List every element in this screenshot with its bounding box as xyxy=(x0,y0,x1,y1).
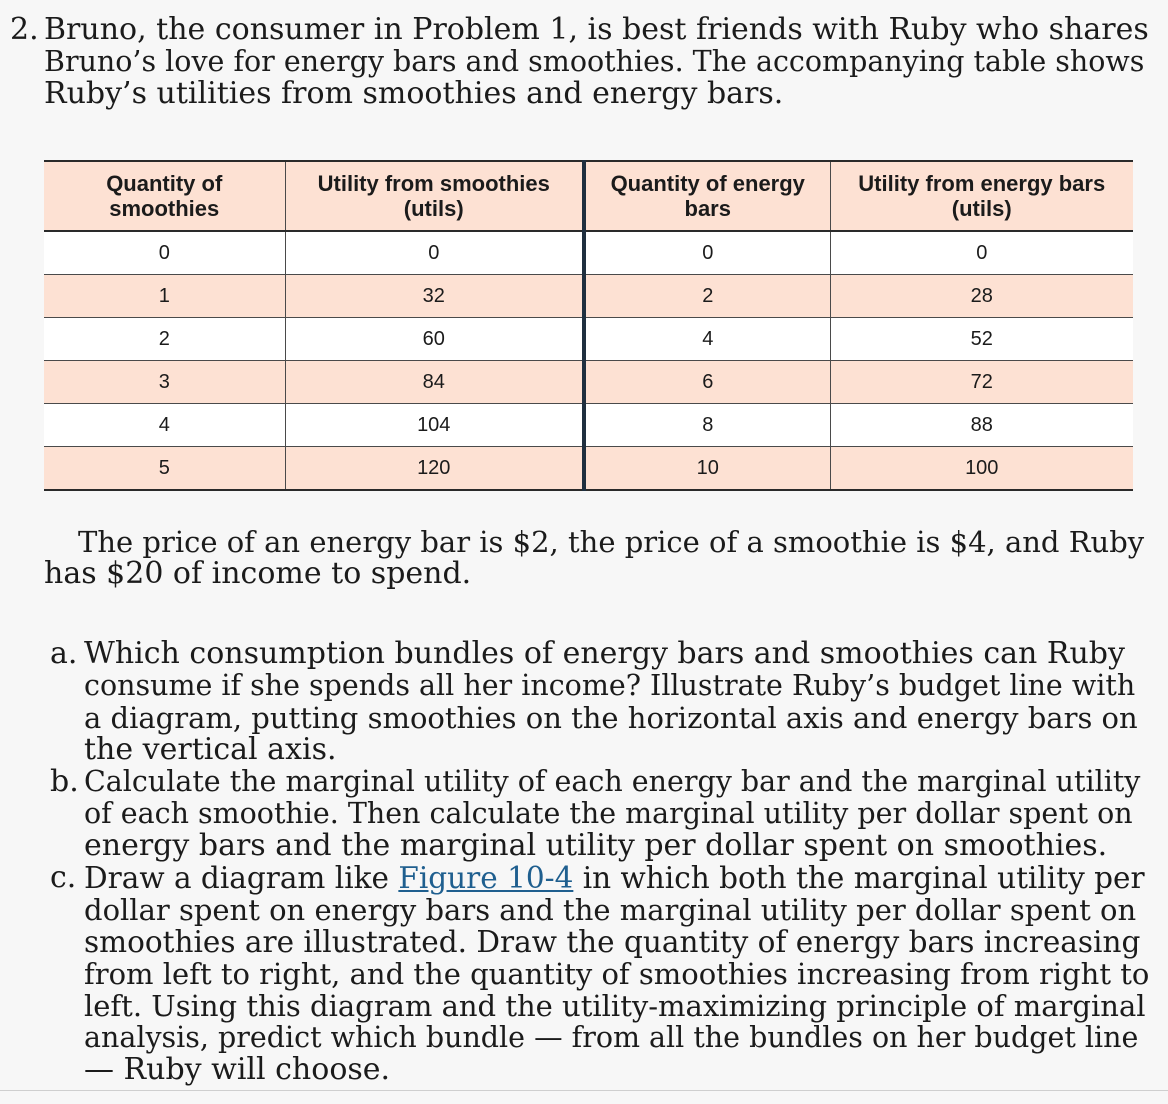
table-cell: 0 xyxy=(584,231,830,275)
table-cell: 88 xyxy=(830,404,1133,447)
question-body xyxy=(84,862,1150,1086)
table-cell: 100 xyxy=(830,447,1133,491)
table-cell: 3 xyxy=(44,361,285,404)
question-line: a diagram, putting smoothies on the horizontal axis and energy bars on xyxy=(84,701,1138,735)
intro-line: Bruno, the consumer in Problem 1, is best friends with Ruby who shares xyxy=(44,12,1149,47)
header-utility-energy-bars xyxy=(830,161,1133,231)
utility-table xyxy=(44,160,1133,491)
header-line: (utils) xyxy=(951,196,1012,221)
table-header-row xyxy=(44,161,1133,231)
table-cell: 104 xyxy=(285,404,584,447)
paragraph-line: The price of an energy bar is $2, the price of a smoothie is $4, and Ruby xyxy=(78,525,1145,559)
table-row xyxy=(44,318,1133,361)
table-row xyxy=(44,361,1133,404)
header-line: bars xyxy=(684,196,731,221)
question-letter: a. xyxy=(50,636,78,671)
table-cell: 28 xyxy=(830,275,1133,318)
table-cell: 32 xyxy=(285,275,584,318)
table-cell: 0 xyxy=(830,231,1133,275)
table-cell: 52 xyxy=(830,318,1133,361)
table-cell: 5 xyxy=(44,447,285,491)
price-income-paragraph xyxy=(44,526,1144,590)
table-cell: 4 xyxy=(44,404,285,447)
intro-line: Bruno’s love for energy bars and smoothies. The accompanying table shows xyxy=(44,45,1145,78)
question-a xyxy=(50,638,1150,766)
question-line: analysis, predict which bundle — from all the bundles on her budget line xyxy=(84,1021,1139,1054)
table-row xyxy=(44,231,1133,275)
header-utility-smoothies xyxy=(285,161,584,231)
table-cell: 0 xyxy=(285,231,584,275)
question-text: Draw a diagram like xyxy=(84,861,399,895)
question-text: in which both the marginal utility per xyxy=(573,861,1145,895)
question-line: Which consumption bundles of energy bars and smoothies can Ruby xyxy=(84,636,1125,671)
table-cell: 2 xyxy=(44,318,285,361)
table-row xyxy=(44,404,1133,447)
problem-number: 2. xyxy=(10,12,39,47)
header-quantity-energy-bars xyxy=(584,161,830,231)
bottom-divider xyxy=(0,1090,1168,1091)
header-line: smoothies xyxy=(109,196,220,221)
header-line: Utility from energy bars xyxy=(858,171,1106,196)
table-cell: 8 xyxy=(584,404,830,447)
question-line: Calculate the marginal utility of each energy bar and the marginal utility xyxy=(84,765,1141,798)
table-row xyxy=(44,275,1133,318)
table-cell: 1 xyxy=(44,275,285,318)
table-cell: 10 xyxy=(584,447,830,491)
header-line: (utils) xyxy=(403,196,464,221)
paragraph-line: has $20 of income to spend. xyxy=(44,556,472,591)
figure-link[interactable]: Figure 10-4 xyxy=(398,861,574,895)
table-row xyxy=(44,447,1133,491)
header-line: Utility from smoothies xyxy=(317,171,550,196)
question-line: left. Using this diagram and the utility-maximizing principle of marginal xyxy=(84,989,1146,1023)
question-line: dollar spent on energy bars and the marginal utility per dollar spent on xyxy=(84,893,1137,927)
problem-statement xyxy=(10,12,1150,111)
question-body xyxy=(84,638,1150,766)
header-quantity-smoothies xyxy=(44,161,285,231)
question-line: smoothies are illustrated. Draw the quantity of energy bars increasing xyxy=(84,925,1141,959)
intro-line: Ruby’s utilities from smoothies and energy bars. xyxy=(44,76,784,111)
question-line: energy bars and the marginal utility per dollar spent on smoothies. xyxy=(84,828,1108,863)
question-line: the vertical axis. xyxy=(84,732,337,767)
question-line: of each smoothie. Then calculate the marginal utility per dollar spent on xyxy=(84,797,1133,830)
question-c xyxy=(50,862,1150,1086)
problem-intro xyxy=(44,14,1150,110)
question-line: from left to right, and the quantity of smoothies increasing from right to xyxy=(84,957,1150,991)
table-cell: 72 xyxy=(830,361,1133,404)
question-line xyxy=(84,862,1150,894)
question-line: — Ruby will choose. xyxy=(84,1052,391,1087)
table-cell: 84 xyxy=(285,361,584,404)
header-line: Quantity of energy xyxy=(610,171,805,196)
table-cell: 0 xyxy=(44,231,285,275)
question-letter: c. xyxy=(50,860,77,895)
table-cell: 60 xyxy=(285,318,584,361)
question-body xyxy=(84,766,1150,862)
question-line: consume if she spends all her income? Illustrate Ruby’s budget line with xyxy=(84,669,1136,702)
question-letter: b. xyxy=(50,764,79,799)
table-cell: 2 xyxy=(584,275,830,318)
header-line: Quantity of xyxy=(106,171,223,196)
question-b xyxy=(50,766,1150,862)
table-cell: 120 xyxy=(285,447,584,491)
table-cell: 6 xyxy=(584,361,830,404)
table-cell: 4 xyxy=(584,318,830,361)
